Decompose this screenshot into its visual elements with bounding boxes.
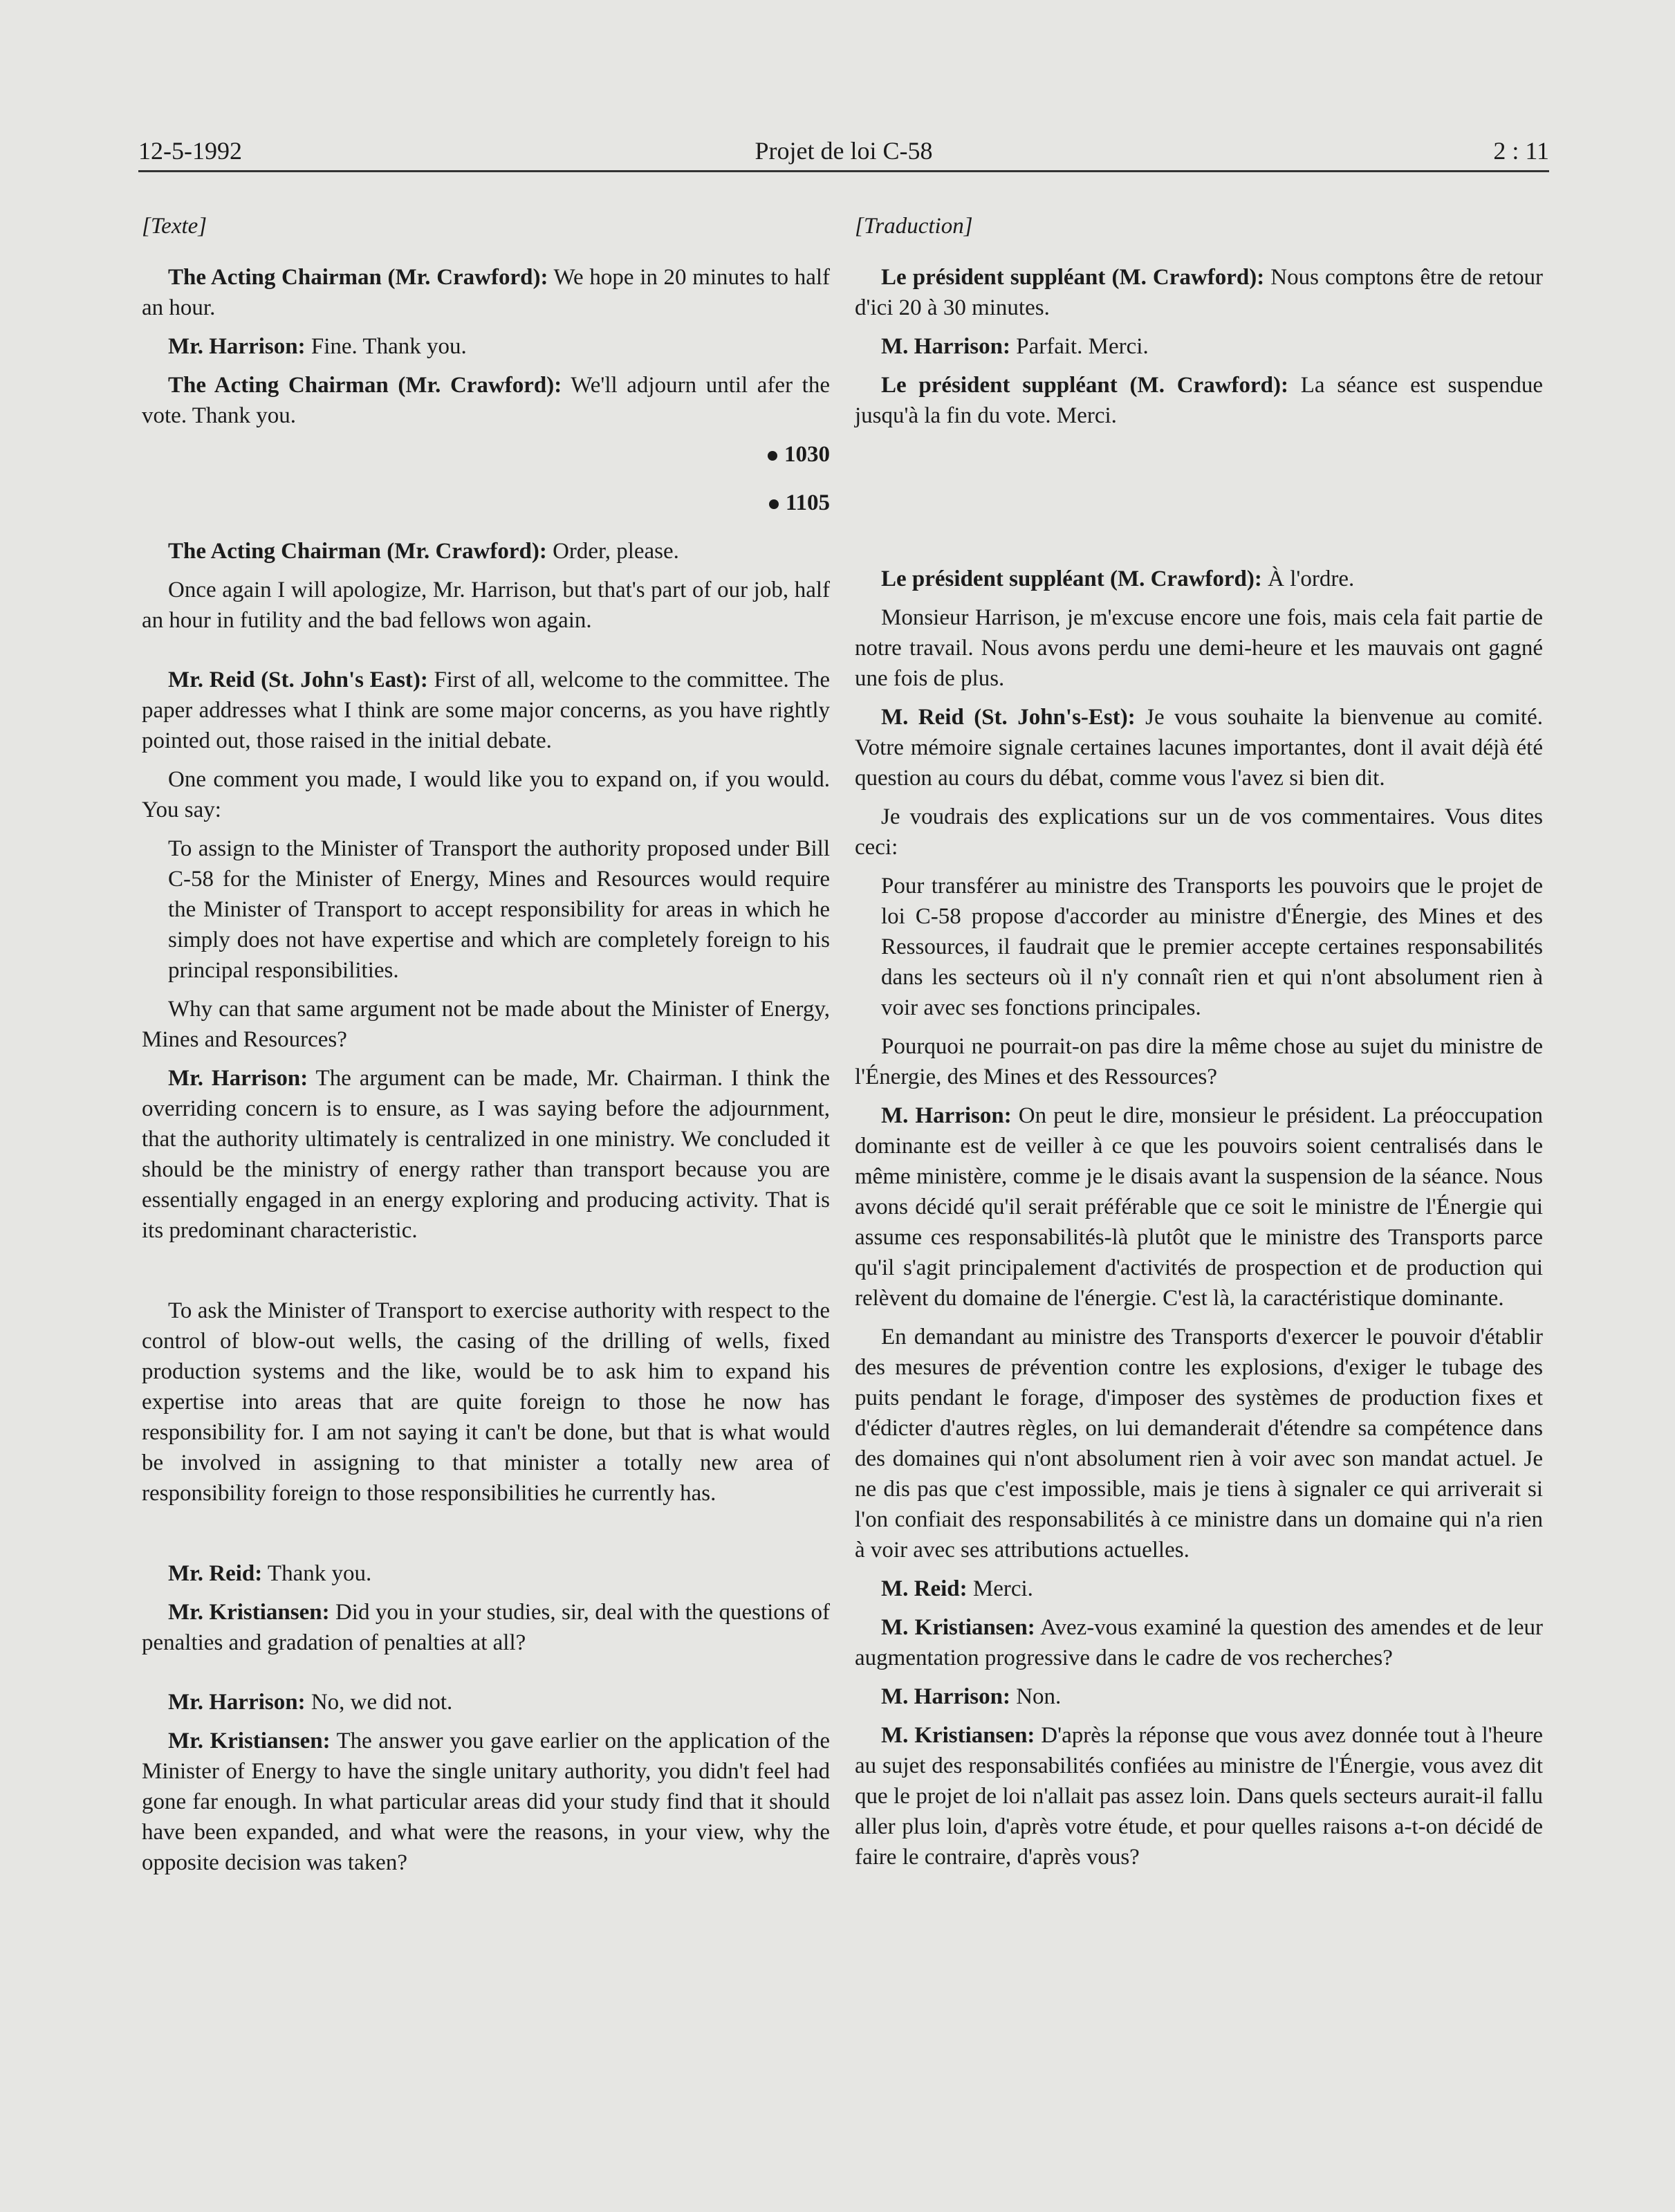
paragraph [855,564,1543,594]
speaker-name: Le président suppléant (M. Crawford): [881,566,1262,591]
paragraph [855,1100,1543,1314]
paragraph: One comment you made, I would like you to expand on, if you would. You say: [142,767,830,822]
time-value: 1105 [785,490,830,515]
paragraph: Je voudrais des explications sur un de vos commentaires. Vous dites ceci: [855,804,1543,860]
speech-text: Je vous souhaite la bienvenue au comité. Votre mémoire signale certaines lacunes importantes, dont il avait déjà été question au cours du débat, comme vous l'avez si bien dit. [855,705,1543,791]
speech-text: No, we did not. [305,1690,453,1715]
speaker-name: M. Reid: [881,1576,968,1601]
paragraph [142,1726,830,1878]
speaker-name: Mr. Kristiansen: [168,1729,331,1753]
speech-text: Merci. [967,1576,1033,1601]
speaker-name: Mr. Reid (St. John's East): [168,667,428,692]
english-column [142,211,830,1886]
paragraph [855,1681,1543,1712]
speaker-name: Mr. Harrison: [168,1066,308,1091]
speaker-name: The Acting Chairman (Mr. Crawford): [168,373,562,398]
block-quote: Pour transférer au ministre des Transports les pouvoirs que le projet de loi C-58 propose d'accorder au ministre d'Énergie, des Mines et des Ressources, il faudrait que le premier accepte certaines responsabilités dans les secteurs où il n'y connaît rien et qui n'ont absolument rien à voir avec ses fonctions principales. [881,874,1543,1020]
speech-text: Avez-vous examiné la question des amendes et de leur augmentation progressive dans le cadre de vos recherches? [855,1615,1543,1670]
paragraph [142,1558,830,1589]
paragraph [142,1597,830,1658]
paragraph [855,331,1543,362]
header-date: 12-5-1992 [138,137,242,165]
speaker-name: The Acting Chairman (Mr. Crawford): [168,539,547,564]
speech-text: À l'ordre. [1261,566,1355,591]
paragraph [855,1720,1543,1872]
paragraph: Why can that same argument not be made about the Minister of Energy, Mines and Resources? [142,997,830,1052]
header-title: Projet de loi C-58 [755,137,933,165]
speech-text: Non. [1010,1684,1062,1709]
speech-text: The argument can be made, Mr. Chairman. I think the overriding concern is to ensure, as I was saying before the adjournment, that the authority ultimately is centralized in one ministry. We concluded it should be the ministry of energy rather than transport because you are essentially engaged in an energy exploring and producing activity. That is its predominant characteristic. [142,1066,830,1243]
paragraph: To ask the Minister of Transport to exercise authority with respect to the control of blow-out wells, the casing of the drilling of wells, fixed production systems and the like, would be to ask him to expand his expertise into areas that are quite foreign to those he now has responsibility for. I am not saying it can't be done, but that is what would be involved in assigning to that minister a totally new area of responsibility foreign to those responsibilities he currently has. [142,1298,830,1506]
paragraph [855,1612,1543,1673]
speech-text: D'après la réponse que vous avez donnée tout à l'heure au sujet des responsabilités confiées au ministre de l'Énergie, vous avez dit que le projet de loi n'allait pas assez loin. Dans quels secteurs aurait-il fallu aller plus loin, d'après votre étude, et pour quelles raisons a-t-on décidé de faire le contraire, d'après vous? [855,1723,1543,1870]
speaker-name: Le président suppléant (M. Crawford): [881,373,1288,398]
time-marker [142,488,830,518]
speech-text: We'll adjourn until afer the vote. Thank you. [142,373,830,428]
paragraph [855,702,1543,793]
paragraph: Monsieur Harrison, je m'excuse encore une fois, mais cela fait partie de notre travail. Nous avons perdu une demi-heure et les mauvais ont gagné une fois de plus. [855,605,1543,691]
speaker-name: M. Harrison: [881,334,1010,359]
speaker-name: M. Kristiansen: [881,1723,1035,1748]
paragraph [142,1063,830,1246]
text-tag: [Texte] [142,214,207,239]
speech-text: Fine. Thank you. [305,334,467,359]
speech-text: Thank you. [262,1561,372,1586]
speaker-name: Mr. Harrison: [168,1690,306,1715]
time-value: 1030 [784,442,830,467]
speaker-name: Mr. Harrison: [168,334,306,359]
speaker-name: M. Harrison: [881,1103,1012,1128]
time-marker [142,439,830,470]
paragraph: Once again I will apologize, Mr. Harrison, but that's part of our job, half an hour in futility and the bad fellows won again. [142,578,830,633]
speaker-name: M. Reid (St. John's-Est): [881,705,1136,730]
speaker-name: Mr. Kristiansen: [168,1600,330,1625]
paragraph [142,536,830,566]
speech-text: La séance est suspendue jusqu'à la fin du vote. Merci. [855,373,1543,428]
header-page-number: 2 : 11 [1493,137,1549,165]
block-quote: To assign to the Minister of Transport the authority proposed under Bill C-58 for the Minister of Energy, Mines and Resources would require the Minister of Transport to accept responsibility for areas in which he simply does not have expertise and which are completely foreign to his principal responsibilities. [168,836,830,983]
translation-tag: [Traduction] [855,214,973,239]
speech-text: The answer you gave earlier on the application of the Minister of Energy to have the single unitary authority, you didn't feel had gone far enough. In what particular areas did your study find that it should have been expanded, and what were the reasons, in your view, why the opposite decision was taken? [142,1729,830,1875]
speech-text: Order, please. [546,539,679,564]
french-column [855,211,1543,1881]
paragraph [855,262,1543,323]
speaker-name: Mr. Reid: [168,1561,263,1586]
speech-text: Parfait. Merci. [1010,334,1149,359]
paragraph: Pourquoi ne pourrait-on pas dire la même chose au sujet du ministre de l'Énergie, des Mines et des Ressources? [855,1034,1543,1089]
paragraph [142,1687,830,1717]
speech-text: First of all, welcome to the committee. The paper addresses what I think are some major concerns, as you have rightly pointed out, those raised in the initial debate. [142,667,830,753]
speaker-name: Le président suppléant (M. Crawford): [881,265,1265,290]
paragraph [142,331,830,362]
paragraph [142,370,830,431]
bullet-icon [768,451,777,461]
speech-text: Did you in your studies, sir, deal with the questions of penalties and gradation of penalties at all? [142,1600,830,1655]
paragraph [142,262,830,323]
paragraph [855,370,1543,431]
paragraph: En demandant au ministre des Transports d'exercer le pouvoir d'établir des mesures de prévention contre les explosions, d'exiger le tubage des puits pendant le forage, d'imposer des systèmes de production fixes et d'édicter d'autres règles, on lui demanderait d'étendre sa compétence dans des domaines qui n'ont absolument rien à voir avec son mandat actuel. Je ne dis pas que c'est impossible, mais je tiens à signaler ce qui arriverait si l'on confiait des responsabilités à ce ministre dans un domaine qui n'a rien à voir avec ses attributions actuelles. [855,1325,1543,1563]
speaker-name: The Acting Chairman (Mr. Crawford): [168,265,548,290]
speech-text: Nous comptons être de retour d'ici 20 à 30 minutes. [855,265,1543,320]
paragraph [855,1574,1543,1604]
speech-text: We hope in 20 minutes to half an hour. [142,265,830,320]
speaker-name: M. Kristiansen: [881,1615,1035,1640]
bullet-icon [769,499,779,509]
page-header [138,131,1549,172]
paragraph [142,665,830,756]
speech-text: On peut le dire, monsieur le président. La préoccupation dominante est de veiller à ce que les pouvoirs soient centralisés dans le même ministère, comme je le disais avant la suspension de la séance. Nous avons décidé qu'il serait préférable que ce soit le ministre de l'Énergie qui assume ces responsabilités-là plutôt que le ministre des Transports parce qu'il s'agit principalement d'activités de prospection et de production qui relèvent du domaine de l'énergie. C'est là, la caractéristique dominante. [855,1103,1543,1311]
speaker-name: M. Harrison: [881,1684,1010,1709]
